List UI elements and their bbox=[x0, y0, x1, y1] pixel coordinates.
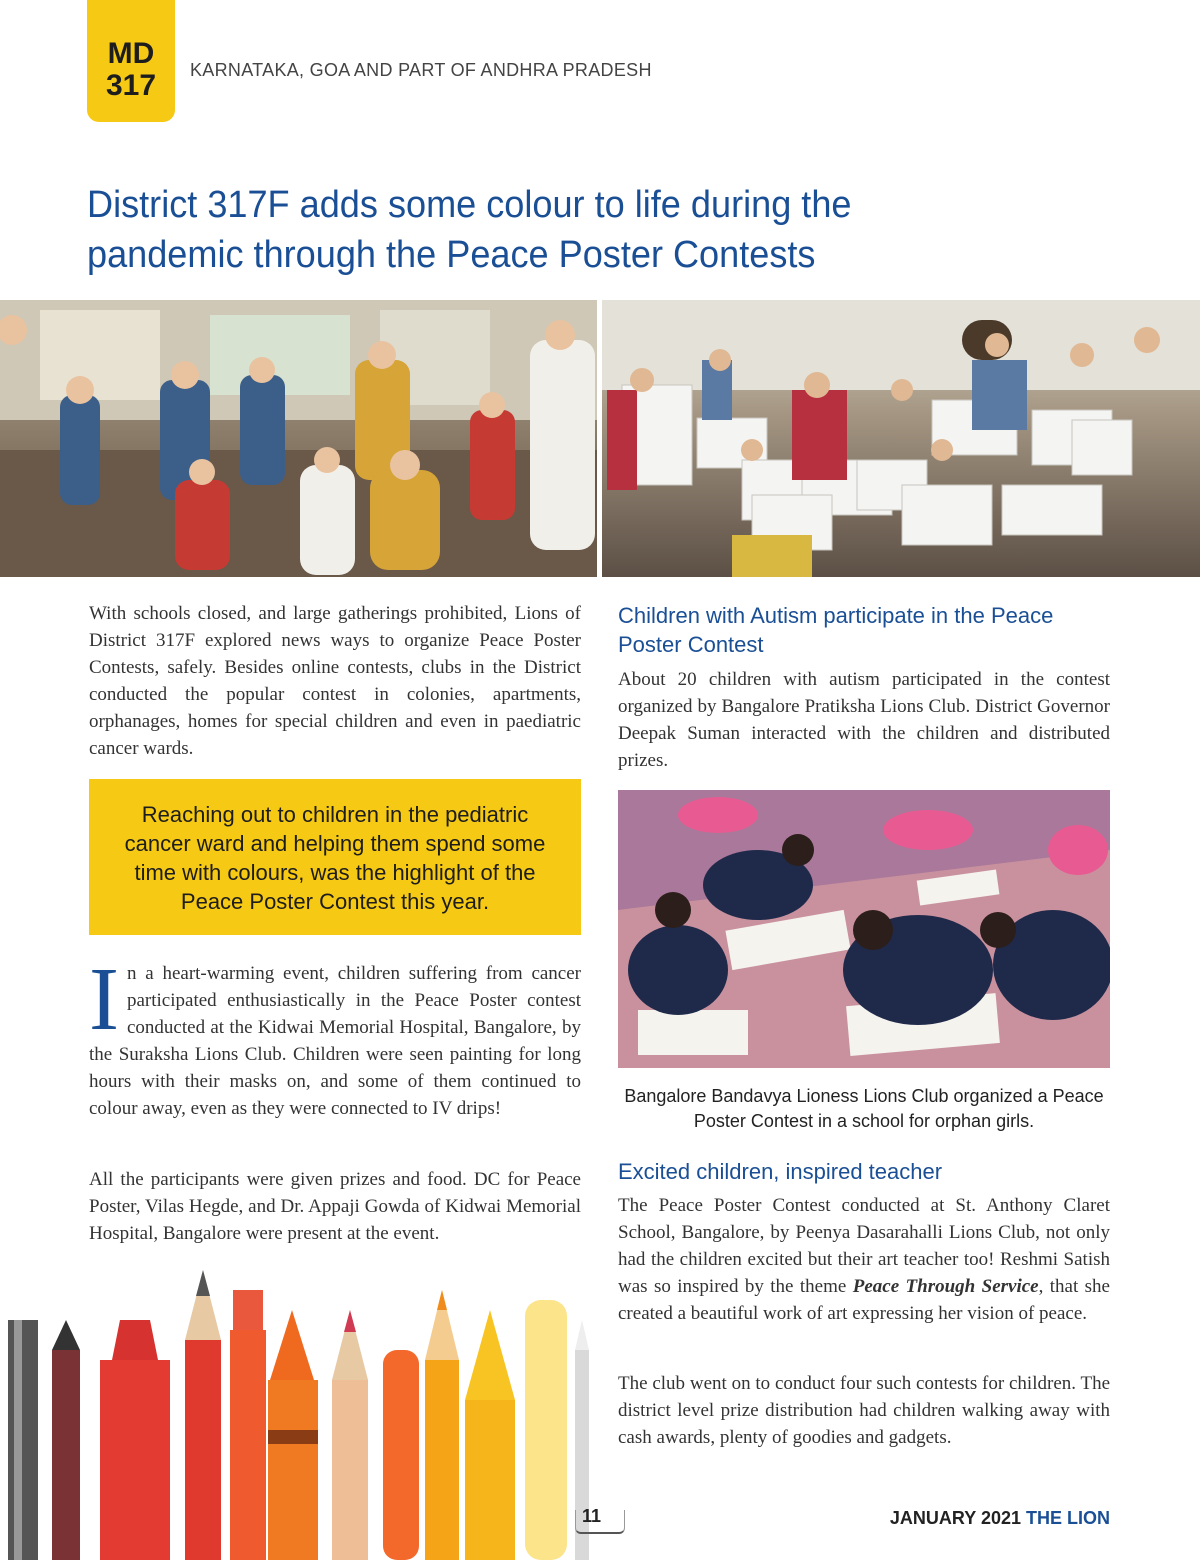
autism-paragraph: About 20 children with autism participated in the contest organized by Bangalore Pratiksha Lions Club. District Governor Deepak Suman interacted with the children and distributed prizes. bbox=[618, 669, 1110, 771]
intro-paragraph: With schools closed, and large gatherings prohibited, Lions of District 317F explored news ways to organize Peace Poster Contests, safely. Besides online contests, clubs in the District conducted the popular contest in colonies, apartments, orphanages, homes for special children and even in paediatric cancer wards. bbox=[89, 603, 581, 759]
page-number: 11 bbox=[582, 1506, 602, 1526]
footer-magazine: THE LION bbox=[1026, 1508, 1110, 1528]
excited-paragraph-1 bbox=[618, 1192, 1110, 1327]
badge-line-1: MD bbox=[107, 37, 155, 70]
pencils-illustration bbox=[0, 1260, 620, 1560]
page-title: District 317F adds some colour to life during the pandemic through the Peace Poster Contests bbox=[87, 184, 852, 276]
footer-issue bbox=[890, 1508, 1110, 1529]
photo-caption: Bangalore Bandavya Lioness Lions Club organized a Peace Poster Contest in a school for orphan girls. bbox=[624, 1086, 1104, 1131]
footer-date: JANUARY 2021 bbox=[889, 1508, 1021, 1528]
excited-text-before: The Peace Poster Contest conducted at St. Anthony Claret School, Bangalore, by Peenya Dasarahalli Lions Club, not only had the children excited but their art teacher too! Reshmi Satish was so inspired by the theme bbox=[618, 1195, 1110, 1297]
story-paragraph-2: All the participants were given prizes and food. DC for Peace Poster, Vilas Hegde, and Dr. Appaji Gowda of Kidwai Memorial Hospital, Bangalore were present at the event. bbox=[89, 1169, 581, 1244]
region-label: KARNATAKA, GOA AND PART OF ANDHRA PRADESH bbox=[190, 60, 652, 80]
badge-line-2: 317 bbox=[105, 69, 157, 102]
pull-quote: Reaching out to children in the pediatric cancer ward and helping them spend some time with colours, was the highlight of the Peace Poster Contest this year. bbox=[89, 779, 581, 935]
story-text-1: n a heart-warming event, children suffering from cancer participated enthusiastically in the Peace Poster contest conducted at the Kidwai Memorial Hospital, Bangalore, by the Suraksha Lions Club. Children were seen painting for long hours with their masks on, and some of them continued to colour away, even as they were connected to IV drips! bbox=[89, 963, 581, 1119]
excited-paragraph-2: The club went on to conduct four such contests for children. The district level prize distribution had children walking away with cash awards, plenty of goodies and gadgets. bbox=[618, 1373, 1110, 1448]
excited-text-after: , that she created a beautiful work of art expressing her vision of peace. bbox=[618, 1276, 1110, 1324]
autism-heading: Children with Autism participate in the Peace Poster Contest bbox=[618, 603, 1054, 657]
theme-name: Peace Through Service bbox=[852, 1276, 1039, 1297]
story-paragraph-1 bbox=[89, 950, 581, 1122]
district-badge bbox=[87, 0, 175, 122]
drop-cap: I bbox=[89, 950, 119, 1049]
photo-orphan-girls-drawing bbox=[618, 790, 1110, 1068]
photo-cancer-ward-group bbox=[0, 300, 597, 577]
excited-heading: Excited children, inspired teacher bbox=[618, 1159, 943, 1184]
photo-autism-group-posters bbox=[602, 300, 1200, 577]
